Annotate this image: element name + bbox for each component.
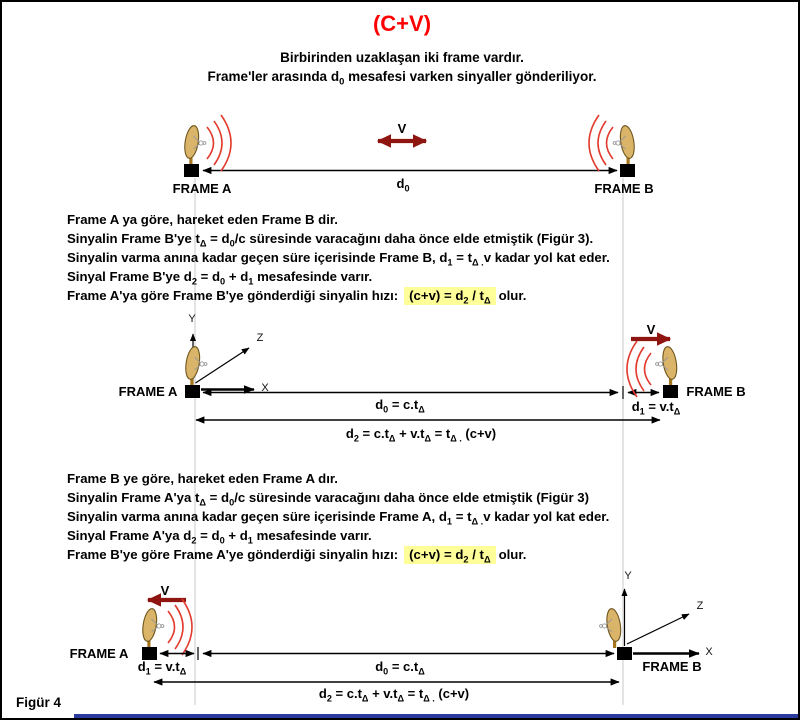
conclusion-prefix: Frame B'ye göre Frame A'ye gönderdiği sinyalin hızı: bbox=[67, 547, 399, 562]
d0-label: $d_0 = c.t_\Delta$ bbox=[375, 397, 425, 415]
frame-b-marker bbox=[663, 385, 678, 398]
frame-a-marker bbox=[185, 385, 200, 398]
paragraph-a-line: Sinyalin varma anına kadar geçen süre içerisinde Frame B, $d_1 = t_{\Delta .}v$ kadar yol kat eder. bbox=[67, 250, 610, 268]
frame-a-marker bbox=[184, 164, 199, 177]
frame-b-marker bbox=[620, 164, 635, 177]
diagram-mid-graphics bbox=[184, 334, 679, 420]
d0-label: $d_0 = c.t_\Delta$ bbox=[375, 659, 425, 677]
frame-a-label: FRAME A bbox=[118, 384, 178, 399]
signal-waves-icon bbox=[207, 115, 231, 171]
antenna-a-icon bbox=[141, 608, 164, 648]
figure-graphics bbox=[2, 2, 800, 720]
paragraph-b-line: Frame B ye göre, hareket eden Frame A dır. bbox=[67, 471, 338, 486]
paragraph-a-conclusion bbox=[67, 288, 526, 309]
signal-waves-icon bbox=[627, 341, 651, 397]
d1-label: $d_1 = v.t_\Delta$ bbox=[137, 659, 187, 677]
antenna-a-icon bbox=[183, 125, 206, 165]
frame-b-marker bbox=[617, 647, 632, 660]
frame-b-label: FRAME B bbox=[594, 181, 654, 196]
d1-label: $d_1 = v.t_\Delta$ bbox=[631, 399, 681, 417]
frame-a-label: FRAME A bbox=[69, 646, 129, 661]
conclusion-prefix: Frame A'ya göre Frame B'ye gönderdiği sinyalin hızı: bbox=[67, 288, 399, 303]
frame-b-label: FRAME B bbox=[686, 384, 746, 399]
bottom-blue-bar bbox=[74, 714, 798, 720]
intro-line: Frame'ler arasında $d_0$ mesafesi varken sinyaller gönderiliyor. bbox=[207, 69, 597, 88]
figure-number-label: Figür 4 bbox=[16, 695, 62, 710]
d0-label: $d_0$ bbox=[396, 176, 410, 194]
z-axis-label: Z bbox=[256, 332, 264, 344]
paragraph-b-line: Sinyal Frame A'ya $d_2 = d_0 + d_1$ mesafesinde varır. bbox=[67, 528, 372, 546]
conclusion-suffix: olur. bbox=[498, 288, 527, 303]
z-axis bbox=[627, 614, 689, 644]
diagram-top-graphics bbox=[183, 115, 637, 177]
d2-label: $d_2 = c.t_\Delta + v.t_\Delta = t_{\Delta .}$ (c+v) bbox=[345, 426, 497, 444]
z-axis-label: Z bbox=[696, 600, 704, 612]
highlighted-formula: $(c+v) = d_2 / t_\Delta$ bbox=[404, 546, 495, 564]
antenna-b-icon bbox=[600, 608, 623, 648]
y-axis-label: Y bbox=[624, 570, 632, 582]
paragraph-a-line: Sinyalin Frame B'ye $t_\Delta = d_0/c$ süresinde varacağını daha önce elde etmiştik (Figür 3). bbox=[67, 231, 594, 249]
velocity-label: V bbox=[397, 121, 407, 136]
signal-waves-icon bbox=[168, 599, 192, 655]
frame-b-label: FRAME B bbox=[642, 659, 702, 674]
paragraph-a-line: Frame A ya göre, hareket eden Frame B dir. bbox=[67, 212, 338, 227]
antenna-b-icon bbox=[656, 346, 679, 386]
paragraph-b-line: Sinyalin varma anına kadar geçen süre içerisinde Frame A, $d_1 = t_{\Delta .}v$ kadar yol kat eder. bbox=[67, 509, 610, 527]
highlighted-formula: $(c+v) = d_2 / t_\Delta$ bbox=[404, 287, 495, 305]
y-axis-label: Y bbox=[188, 313, 196, 325]
page-title: (C+V) bbox=[372, 11, 432, 36]
paragraph-a-line: Sinyal Frame B'ye $d_2 = d_0 + d_1$ mesafesinde varır. bbox=[67, 269, 373, 287]
frame-a-label: FRAME A bbox=[172, 181, 232, 196]
antenna-b-icon bbox=[613, 125, 636, 165]
velocity-label: V bbox=[160, 583, 170, 598]
paragraph-b-conclusion bbox=[67, 547, 526, 568]
signal-waves-icon bbox=[589, 115, 613, 171]
d2-label: $d_2 = c.t_\Delta + v.t_\Delta = t_{\Delta .}$ (c+v) bbox=[318, 686, 470, 704]
x-axis-label: X bbox=[261, 382, 269, 394]
paragraph-b-line: Sinyalin Frame A'ya $t_\Delta = d_0/c$ süresinde varacağını daha önce elde etmiştik (Figür 3) bbox=[67, 490, 589, 508]
velocity-label: V bbox=[646, 322, 656, 337]
x-axis-label: X bbox=[705, 646, 713, 658]
intro-line: Birbirinden uzaklaşan iki frame vardır. bbox=[280, 50, 524, 65]
conclusion-suffix: olur. bbox=[498, 547, 527, 562]
